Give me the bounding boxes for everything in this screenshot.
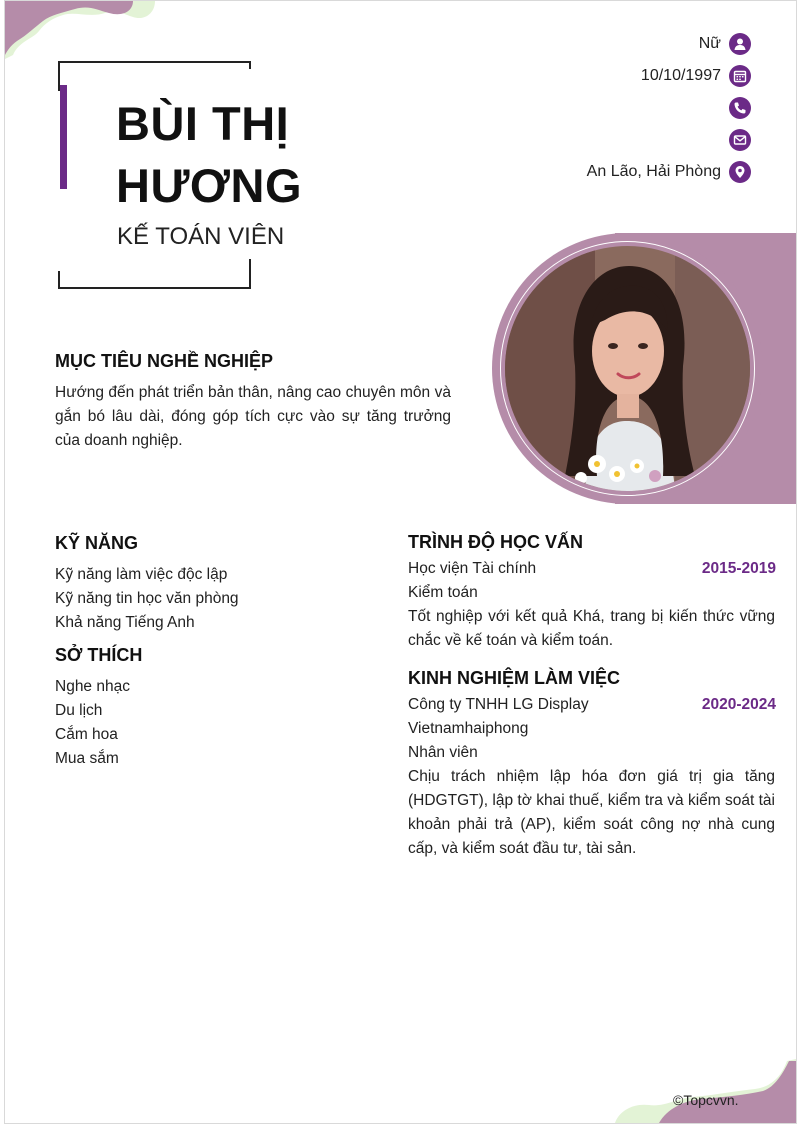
contact-email	[721, 128, 751, 152]
education-years: 2015-2019	[701, 560, 776, 577]
skill-item: Kỹ năng tin học văn phòng	[55, 590, 239, 607]
hobby-item: Nghe nhạc	[55, 678, 130, 695]
contact-birthdate: 10/10/1997	[641, 64, 751, 88]
bottom-right-decoration	[605, 1051, 796, 1123]
top-left-decoration	[5, 1, 165, 61]
experience-company: Công ty TNHH LG Display	[408, 696, 589, 713]
person-icon	[729, 33, 751, 55]
profile-photo	[505, 246, 750, 491]
cv-page	[4, 0, 797, 1124]
mail-icon	[729, 129, 751, 151]
contact-gender: Nữ	[699, 32, 751, 56]
job-title: KẾ TOÁN VIÊN	[117, 223, 285, 250]
hobby-item: Cắm hoa	[55, 726, 118, 743]
experience-description: Chịu trách nhiệm lập hóa đơn giá trị gia tăng (HDGTGT), lập tờ khai thuế, kiểm tra và kiểm soát tài khoản phải trả (AP), kiểm soát công nợ nhà cung cấp, và kiểm soát đầu tư, tài sản.	[408, 768, 775, 857]
contact-address: An Lão, Hải Phòng	[587, 160, 751, 184]
hobby-item: Mua sắm	[55, 750, 119, 767]
skills-heading: KỸ NĂNG	[55, 533, 139, 553]
hobbies-heading: SỞ THÍCH	[55, 645, 143, 665]
skill-item: Kỹ năng làm việc độc lập	[55, 566, 228, 583]
contact-phone	[721, 96, 751, 120]
objective-heading: MỤC TIÊU NGHỀ NGHIỆP	[55, 351, 274, 371]
objective-text: Hướng đến phát triển bản thân, nâng cao chuyên môn và gắn bó lâu dài, đóng góp tích cực vào sự tăng trưởng của doanh nghiệp.	[55, 384, 451, 449]
education-school: Học viện Tài chính	[408, 560, 537, 577]
education-description: Tốt nghiệp với kết quả Khá, trang bị kiến thức vững chắc về kế toán và kiểm toán.	[408, 608, 775, 649]
calendar-icon	[729, 65, 751, 87]
location-pin-icon	[729, 161, 751, 183]
experience-company-line2: Vietnamhaiphong	[408, 720, 529, 737]
full-name: BÙI THỊ HƯƠNG	[116, 97, 303, 212]
footer-credit: ©Topcvvn.	[673, 1092, 739, 1108]
name-accent-bar	[60, 85, 67, 189]
education-heading: TRÌNH ĐỘ HỌC VẤN	[408, 532, 583, 552]
experience-position: Nhân viên	[408, 744, 478, 761]
skill-item: Khả năng Tiếng Anh	[55, 614, 195, 631]
hobby-item: Du lịch	[55, 702, 103, 719]
education-major: Kiểm toán	[408, 584, 478, 601]
experience-years: 2020-2024	[701, 696, 776, 713]
experience-heading: KINH NGHIỆM LÀM VIỆC	[408, 668, 621, 688]
phone-icon	[729, 97, 751, 119]
